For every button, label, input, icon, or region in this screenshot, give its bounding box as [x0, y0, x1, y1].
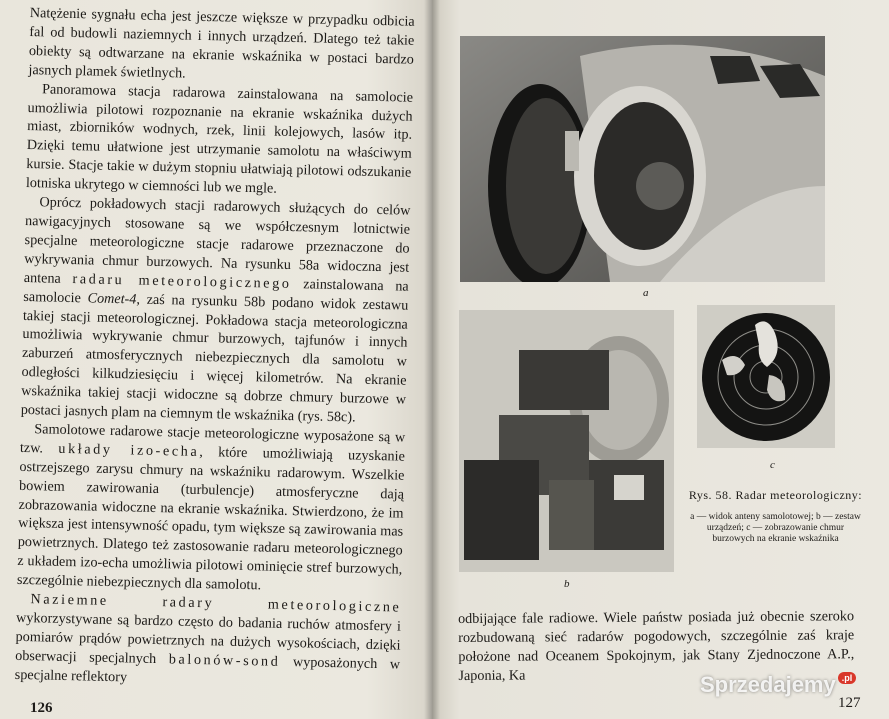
photo-aircraft-radar-antenna: [460, 36, 825, 282]
paragraph: odbijające fale radiowe. Wiele państw posiada już obecnie szeroko rozbudowaną sieć radarów pogodowych, szczególnie zaś kraje położone nad Oceanem Spokojnym, jak Stany Zjednoczone A.P., Japonia, Ka: [458, 608, 855, 684]
text-run: Oprócz pokładowych stacji radarowych służących do celów nawigacyjnych stosowane są we współczesnym lotnictwie specjalne meteorologiczne stacje radarowe przeznaczone do wykrywania chmur burzowych. Na rysunku 58a widoczna jest antena: [23, 194, 411, 287]
photo-radar-equipment-set: [459, 310, 674, 572]
watermark-badge: .pl: [838, 672, 857, 684]
text-run: , zaś na rysunku 58b podano widok zestawu takiej stacji meteorologicznej. Pokładowa stacja meteorologiczna umożliwia wykrywanie chmur burzowych, tajfunów i innych zaburzeń atmosferycznych niebezpiecznych dla samolotu w odległości kilkudziesięciu i więcej kilometrów. Na ekranie wskaźnika takiej stacji widoczne są dobrze chmury burzowe w postaci jasnych plam na ciemnym tle wskaźnika (rys. 58c).: [20, 291, 409, 426]
watermark-text: Sprzedajemy: [700, 672, 836, 697]
text-run: wyposażonych w specjalne reflektory: [14, 653, 401, 686]
spaced-text: Naziemne radary meteorologiczne: [30, 591, 402, 616]
text-run: wykorzystywane są bardzo często do badania ruchów atmosfery i pomiarów prądów powietrznych na dużych wysokościach, dzięki obserwacji specjalnych: [15, 609, 402, 668]
text-run: zainstalowana na samolocie: [23, 275, 409, 306]
paragraph: [21, 193, 411, 429]
left-page: [0, 0, 432, 719]
text-run: , które umożliwiają uzyskanie ostrzejszego zarysu chmury na wskaźniku radarowym. Wszelkie bowiem zawirowania (turbulencje) atmosferyczne dają zobrazowania widoczne na ekranie wskaźnika. Stwierdzono, że im większa jest intensywność opadu, tym większe są zawirowania mas powietrznych. Dlatego też zastosowanie radaru meteorologicznego z układem izo-echa umożliwia pilotowi ominięcie stref burzowych, szczególnie niebezpiecznych dla samolotu.: [16, 443, 406, 594]
paragraph: [17, 420, 406, 599]
watermark-logo: [700, 672, 856, 698]
text-run: Samolotowe radarowe stacje meteorologiczne wyposażone są w tzw.: [19, 421, 406, 457]
spaced-text: radaru meteorologicznego: [72, 270, 292, 292]
figure-label-b: b: [564, 578, 570, 590]
caption-body: a — widok anteny samolotowej; b — zestaw urządzeń; c — zobrazowanie chmur burzowych na ekranie wskaźnika: [690, 512, 861, 544]
spaced-text: układy izo-echa: [58, 440, 200, 460]
photo-radar-screen-storms: [697, 305, 835, 448]
italic-text: Comet-4: [87, 289, 137, 308]
paragraph: [15, 590, 402, 693]
paragraph: Panoramowa stacja radarowa zainstalowana na samolocie umożliwia pilotowi rozpoznanie na ekranie wskaźnika dużych miast, zbiorników wodnych, rzek, linii kolejowych, lasów itp. Dzięki temu ułatwione jest utrzymanie samolotu na właściwym kursie. Stacje takie w dużym stopniu ułatwiają pilotowi odszukanie lotniska ukrytego w ciemności lub we mgle.: [25, 80, 414, 197]
spaced-text: balonów-sond: [168, 651, 281, 670]
caption-title: Rys. 58. Radar meteorologiczny:: [688, 488, 863, 502]
figure-label-a: a: [643, 287, 649, 299]
book-gutter: [424, 0, 440, 719]
page-number-left: 126: [30, 700, 53, 716]
figure-label-c: c: [770, 459, 775, 471]
paragraph: Natężenie sygnału echa jest jeszcze większe w przypadku odbicia fal od budowli naziemnych i innych urządzeń. Dlatego też takie obiekty są odtwarzane na ekranie wskaźnika w postaci bardzo jasnych plamek świetlnych.: [28, 4, 415, 82]
figure-caption: [688, 488, 863, 545]
left-page-text: [15, 4, 415, 693]
page-number-right: 127: [838, 695, 861, 711]
